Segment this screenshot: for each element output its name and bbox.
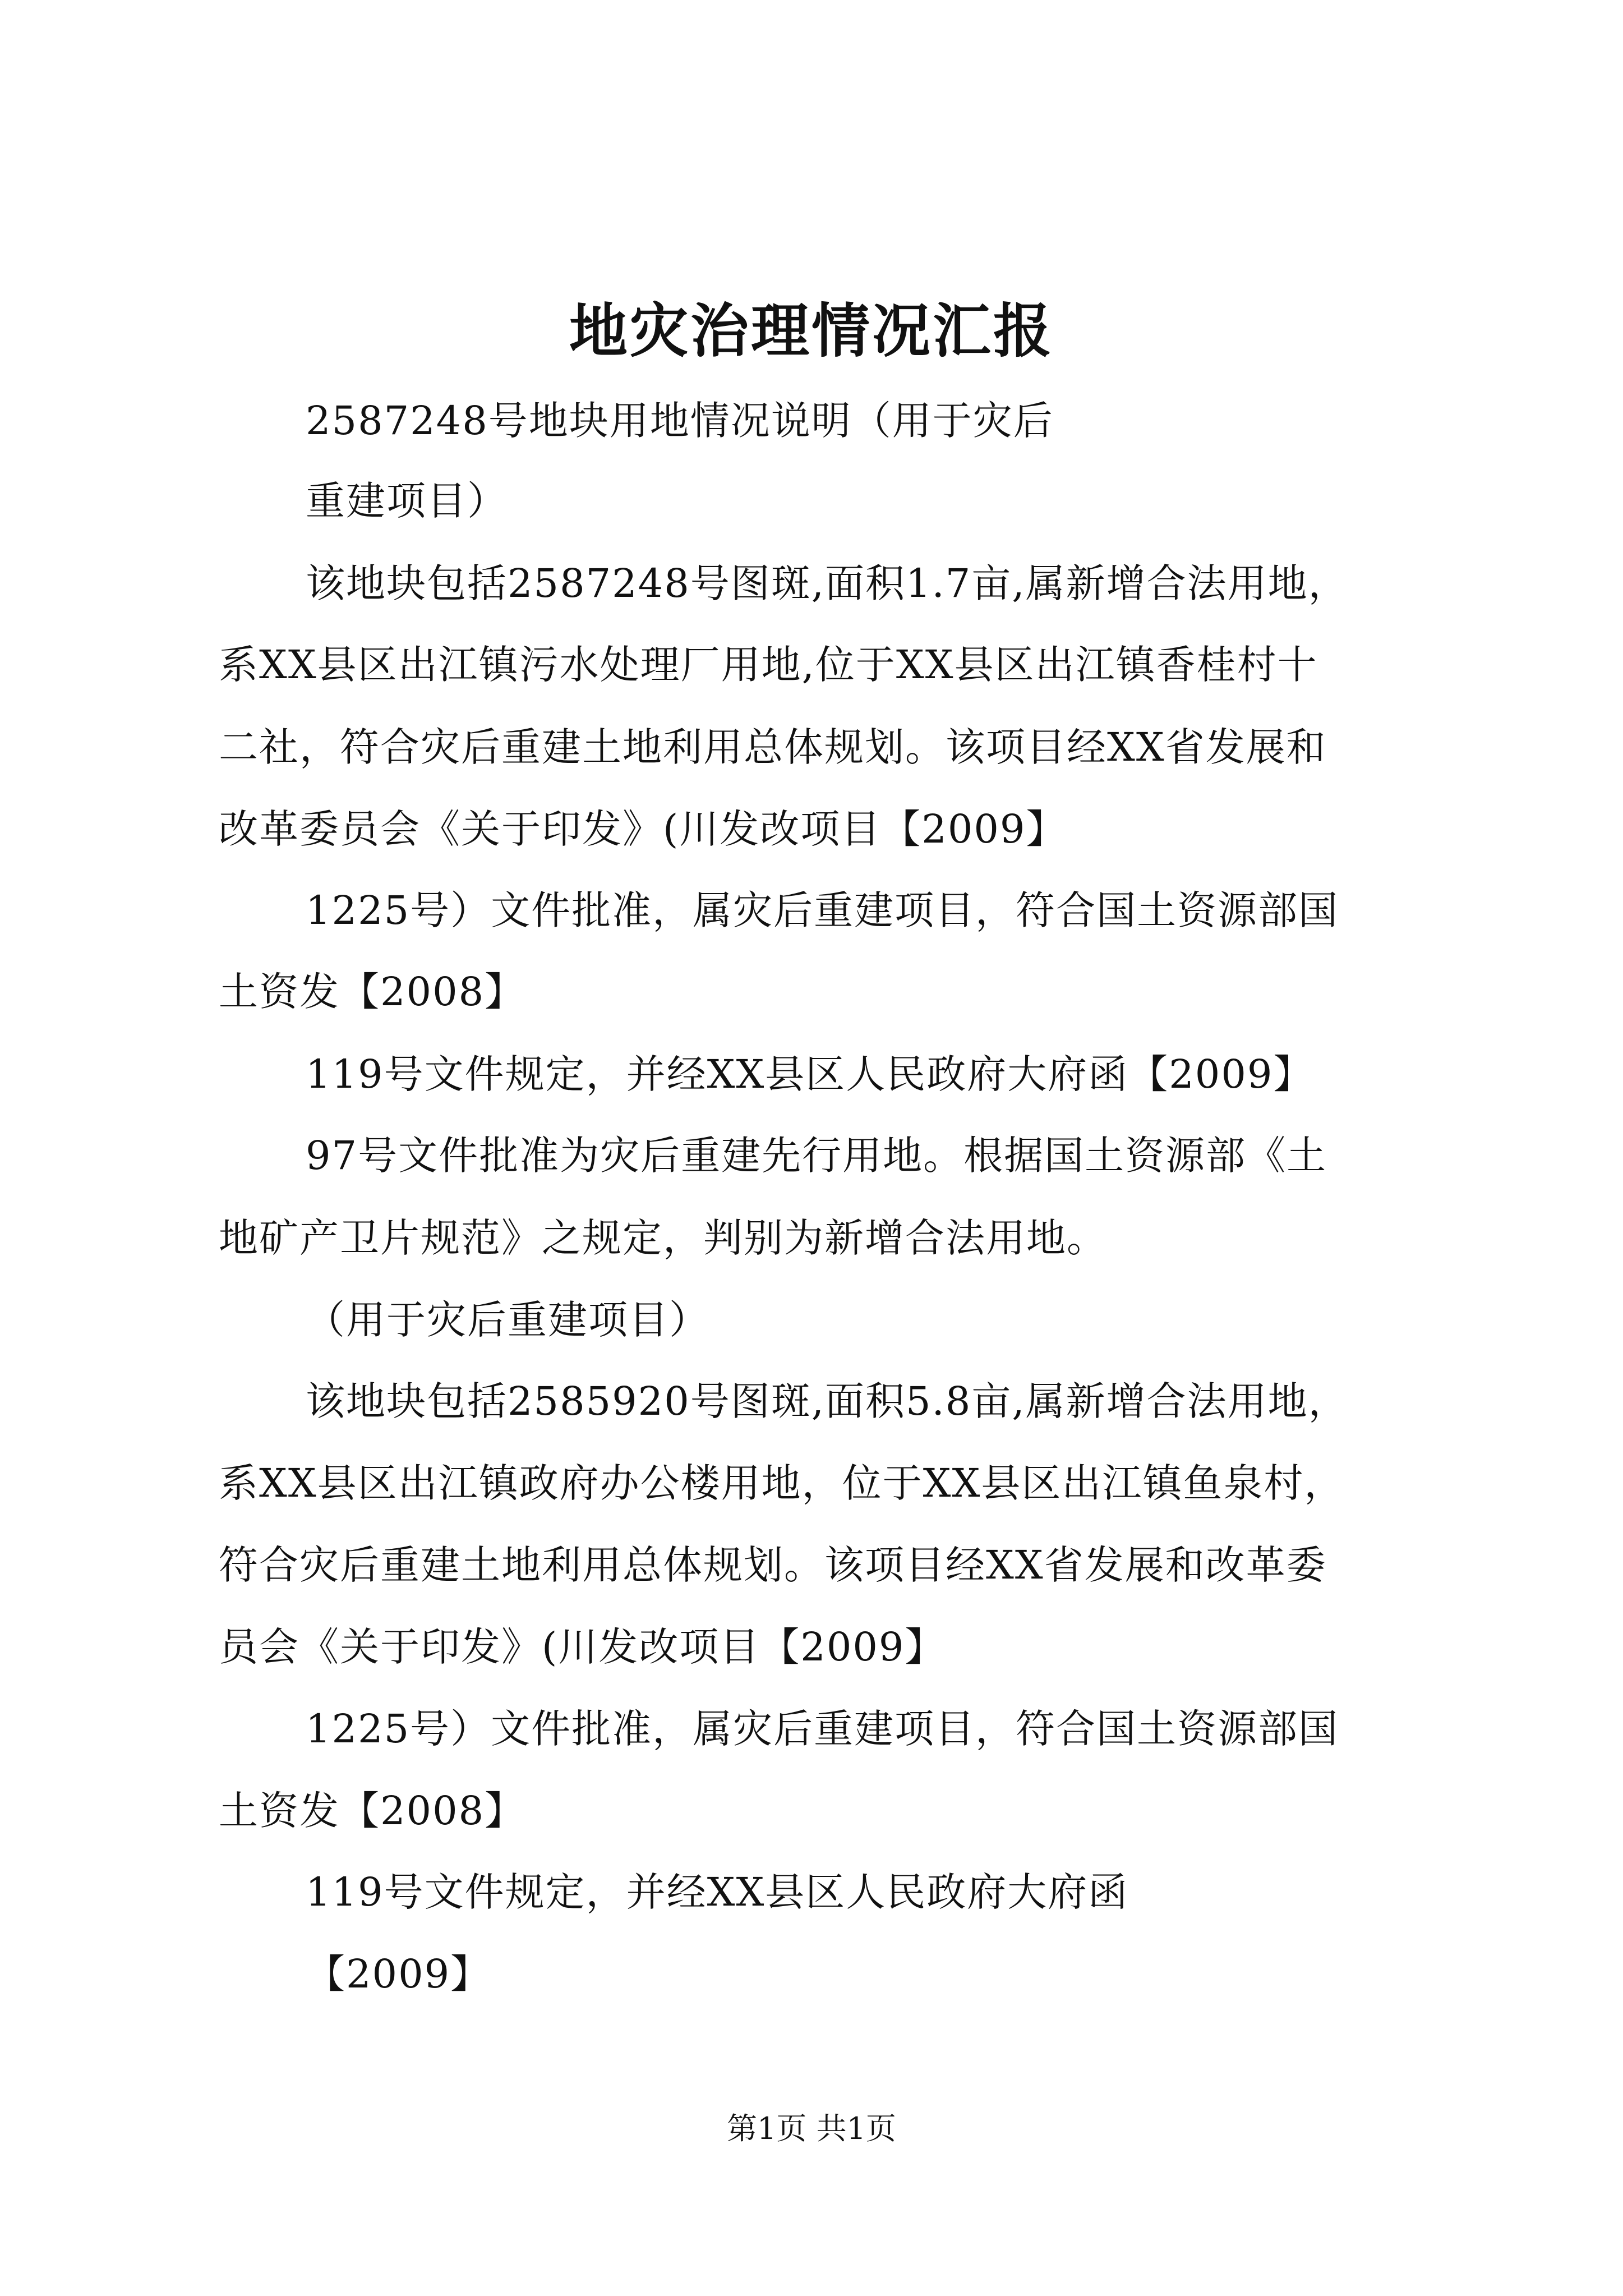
paragraph-line: 97号文件批准为灾后重建先行用地。根据国土资源部《土 bbox=[306, 1133, 1327, 1179]
paragraph-line: 【2009】 bbox=[306, 1951, 491, 1997]
paragraph-line: （用于灾后重建项目） bbox=[306, 1297, 709, 1343]
document-title: 地灾治理情况汇报 bbox=[569, 296, 1054, 365]
paragraph-line: 119号文件规定，并经XX县区人民政府大府函 bbox=[306, 1869, 1129, 1915]
paragraph-line: 符合灾后重建土地利用总体规划。该项目经XX省发展和改革委 bbox=[219, 1542, 1327, 1588]
paragraph-line: 系XX县区出江镇政府办公楼用地，位于XX县区出江镇鱼泉村， bbox=[219, 1460, 1345, 1506]
paragraph-line: 改革委员会《关于印发》(川发改项目【2009】 bbox=[219, 806, 1067, 852]
page-footer: 第1页 共1页 bbox=[727, 2111, 896, 2146]
paragraph-line: 地矿产卫片规范》之规定，判别为新增合法用地。 bbox=[219, 1215, 1107, 1261]
paragraph-line: 该地块包括2587248号图斑,面积1.7亩,属新增合法用地， bbox=[306, 560, 1349, 606]
paragraph-line: 该地块包括2585920号图斑,面积5.8亩,属新增合法用地， bbox=[306, 1378, 1349, 1424]
paragraph-line: 员会《关于印发》(川发改项目【2009】 bbox=[219, 1624, 946, 1670]
paragraph-line: 土资发【2008】 bbox=[219, 1788, 525, 1834]
paragraph-line: 119号文件规定，并经XX县区人民政府大府函【2009】 bbox=[306, 1051, 1314, 1097]
paragraph-line: 2587248号地块用地情况说明（用于灾后 bbox=[306, 398, 1054, 444]
paragraph-line: 二社，符合灾后重建土地利用总体规划。该项目经XX省发展和 bbox=[219, 724, 1327, 770]
paragraph-line: 1225号）文件批准，属灾后重建项目，符合国土资源部国 bbox=[306, 887, 1339, 933]
paragraph-line: 系XX县区出江镇污水处理厂用地,位于XX县区出江镇香桂村十 bbox=[219, 642, 1318, 688]
paragraph-line: 土资发【2008】 bbox=[219, 969, 525, 1015]
paragraph-line: 重建项目） bbox=[306, 478, 508, 524]
paragraph-line: 1225号）文件批准，属灾后重建项目，符合国土资源部国 bbox=[306, 1706, 1339, 1752]
